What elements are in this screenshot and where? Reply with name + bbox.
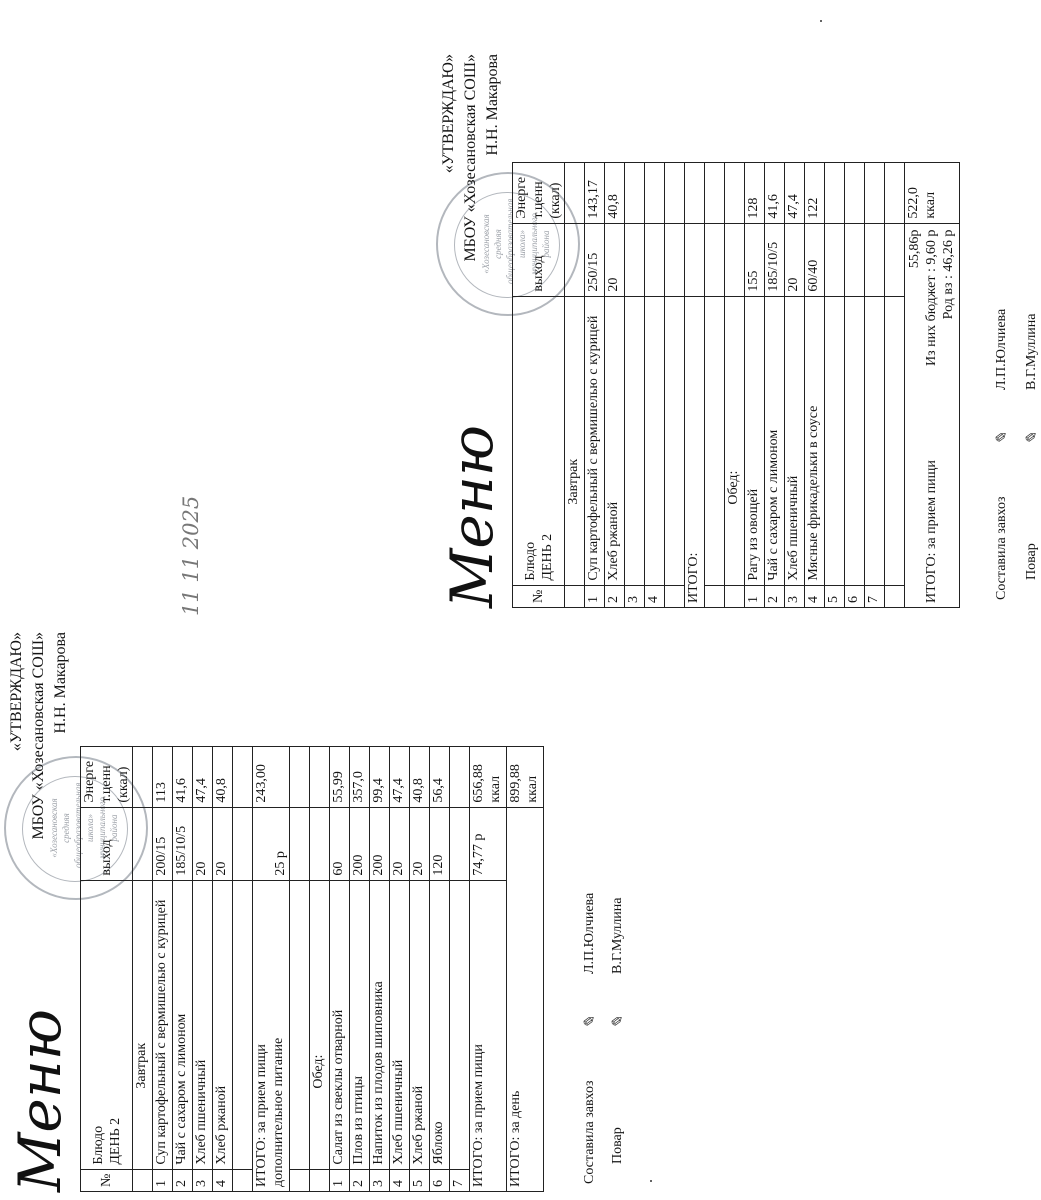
menu-title: Меню — [438, 425, 506, 608]
row-dish: Хлеб ржаной — [605, 296, 625, 585]
row-output: 200 — [370, 807, 390, 880]
table-row-empty — [290, 746, 310, 1191]
table-cell — [705, 585, 725, 607]
header-energy-l3: (ккал) — [116, 766, 131, 803]
header-day: ДЕНЬ 2 — [539, 533, 555, 581]
row-output — [450, 807, 470, 880]
day-total-kcal-unit: ккал — [525, 775, 540, 803]
table-cell — [233, 807, 253, 880]
row-output: 250/15 — [585, 223, 605, 296]
row-dish: Хлеб пшеничный — [193, 880, 213, 1169]
row-kcal: 47,4 — [193, 746, 213, 807]
day-total-kcal — [507, 746, 544, 807]
row-num: 6 — [845, 585, 865, 607]
row-num: 2 — [605, 585, 625, 607]
approval-block — [6, 632, 72, 992]
menu-table — [512, 162, 960, 608]
row-num: 3 — [785, 585, 805, 607]
row-num: 4 — [213, 1169, 233, 1191]
signature-mark: ✎ — [608, 1015, 627, 1029]
row-num: 6 — [430, 1169, 450, 1191]
footer-role: Повар — [610, 1127, 625, 1164]
table-row — [410, 746, 430, 1191]
row-num: 4 — [390, 1169, 410, 1191]
row-dish: Хлеб пшеничный — [390, 880, 410, 1169]
approval-block — [438, 54, 504, 414]
table-cell — [705, 296, 725, 585]
table-cell — [725, 162, 745, 223]
row-output: 20 — [605, 223, 625, 296]
row-dish: Хлеб пшеничный — [785, 296, 805, 585]
row-output: 20 — [390, 807, 410, 880]
table-row — [193, 746, 213, 1191]
header-output: выход — [513, 223, 565, 296]
header-dish — [81, 880, 133, 1169]
row-output: 120 — [430, 807, 450, 880]
row-num: 1 — [745, 585, 765, 607]
signature-mark: ✎ — [580, 1015, 599, 1029]
table-row-empty — [885, 162, 905, 607]
header-day: ДЕНЬ 2 — [107, 1117, 123, 1165]
row-num: 3 — [370, 1169, 390, 1191]
row-dish: Чай с сахаром с лимоном — [765, 296, 785, 585]
row-kcal: 55,99 — [330, 746, 350, 807]
row-output: 60/40 — [805, 223, 825, 296]
lunch-total-label: ИТОГО: за прием пищи — [924, 460, 939, 603]
lunch-total-block — [905, 223, 960, 607]
row-output: 20 — [213, 807, 233, 880]
row-output: 155 — [745, 223, 765, 296]
row-output — [825, 223, 845, 296]
lunch-total-row — [470, 746, 507, 1191]
stamp-text: «Хозесановская средняя общеобразовательная школа» муниципального района — [49, 782, 119, 868]
table-cell — [705, 162, 725, 223]
table-cell — [310, 807, 330, 880]
row-num: 4 — [805, 585, 825, 607]
row-output — [645, 223, 665, 296]
row-kcal: 47,4 — [785, 162, 805, 223]
row-kcal: 99,4 — [370, 746, 390, 807]
table-row — [390, 746, 410, 1191]
row-num: 1 — [330, 1169, 350, 1191]
row-kcal: 357,0 — [350, 746, 370, 807]
row-output — [865, 223, 885, 296]
row-dish: Мясные фрикадельки в соусе — [805, 296, 825, 585]
header-num: № — [81, 1169, 133, 1191]
breakfast-total-kcal: 243,00 — [253, 746, 290, 807]
row-output — [845, 223, 865, 296]
row-num: 1 — [585, 585, 605, 607]
row-output: 20 — [193, 807, 213, 880]
header-output: выход — [81, 807, 133, 880]
row-output: 60 — [330, 807, 350, 880]
row-kcal: 41,6 — [765, 162, 785, 223]
table-cell — [705, 223, 725, 296]
table-row — [330, 746, 350, 1191]
table-cell — [133, 807, 153, 880]
row-dish — [865, 296, 885, 585]
row-dish: Плов из птицы — [350, 880, 370, 1169]
table-cell — [133, 1169, 153, 1191]
header-energy-l1: Энерге — [514, 176, 529, 219]
row-num: 7 — [450, 1169, 470, 1191]
approval-label: «УТВЕРЖДАЮ» — [440, 54, 457, 174]
table-row — [430, 746, 450, 1191]
table-cell — [565, 223, 585, 296]
breakfast-total-price: 25 р — [253, 807, 290, 880]
footer-line-storekeeper — [580, 892, 599, 1184]
row-num: 5 — [410, 1169, 430, 1191]
menu-title: Меню — [6, 1009, 74, 1192]
lunch-total-price: 55,86р — [907, 229, 922, 269]
lunch-label: Обед: — [725, 296, 745, 585]
row-num: 4 — [645, 585, 665, 607]
row-output: 200/15 — [153, 807, 173, 880]
table-row — [745, 162, 765, 607]
breakfast-label: Завтрак — [133, 880, 153, 1169]
table-cell — [290, 807, 310, 880]
section-row — [565, 162, 585, 607]
breakfast-total-l2: дополнительное питание — [271, 1037, 286, 1187]
table-cell — [885, 585, 905, 607]
row-kcal — [845, 162, 865, 223]
table-cell — [725, 585, 745, 607]
lunch-total-kcal — [905, 162, 960, 223]
row-num: 7 — [865, 585, 885, 607]
row-dish — [825, 296, 845, 585]
table-cell — [665, 585, 685, 607]
approval-label: «УТВЕРЖДАЮ» — [8, 632, 25, 752]
row-dish: Напиток из плодов шиповника — [370, 880, 390, 1169]
lunch-total-kcal-unit: ккал — [488, 775, 503, 803]
row-kcal: 40,8 — [605, 162, 625, 223]
director-name: Н.Н. Макарова — [484, 54, 501, 156]
table-row — [785, 162, 805, 607]
menu-table — [80, 746, 544, 1192]
header-energy-l2: т.ценн — [99, 765, 114, 803]
table-cell — [290, 880, 310, 1169]
lunch-total-kcal-unit: ккал — [923, 191, 938, 219]
table-cell — [233, 746, 253, 807]
row-dish: Салат из свеклы отварной — [330, 880, 350, 1169]
table-header-row — [513, 162, 565, 607]
table-cell — [885, 162, 905, 223]
menu-panel-right — [432, 46, 1041, 616]
table-row — [450, 746, 470, 1191]
row-dish — [450, 880, 470, 1169]
table-cell — [565, 585, 585, 607]
lunch-total-row — [905, 162, 960, 607]
header-dish-label: Блюдо — [90, 1125, 106, 1165]
day-total-row — [507, 746, 544, 1191]
table-row — [845, 162, 865, 607]
section-row — [310, 746, 330, 1191]
day-total-kcal-value: 899,88 — [508, 764, 523, 803]
table-row — [645, 162, 665, 607]
table-row — [625, 162, 645, 607]
director-name: Н.Н. Макарова — [52, 632, 69, 734]
table-cell — [885, 223, 905, 296]
row-num: 2 — [173, 1169, 193, 1191]
header-dish — [513, 296, 565, 585]
row-output: 200 — [350, 807, 370, 880]
table-row-empty — [233, 746, 253, 1191]
row-num: 1 — [153, 1169, 173, 1191]
row-output: 20 — [410, 807, 430, 880]
section-row — [133, 746, 153, 1191]
footer-role: Составила завхоз — [994, 496, 1009, 600]
row-dish: Суп картофельный с вермишелью с курицей — [585, 296, 605, 585]
table-cell — [725, 223, 745, 296]
row-dish: Чай с сахаром с лимоном — [173, 880, 193, 1169]
table-row — [173, 746, 193, 1191]
row-kcal: 41,6 — [173, 746, 193, 807]
table-header-row — [81, 746, 133, 1191]
table-cell — [133, 746, 153, 807]
footer-line-storekeeper — [992, 308, 1011, 600]
signature-mark: ✎ — [1022, 431, 1041, 445]
header-num: № — [513, 585, 565, 607]
lunch-total-kcal-value: 656,88 — [471, 764, 486, 803]
row-kcal: 47,4 — [390, 746, 410, 807]
row-kcal: 56,4 — [430, 746, 450, 807]
table-row — [370, 746, 390, 1191]
table-row — [765, 162, 785, 607]
signature-mark: ✎ — [992, 431, 1011, 445]
header-dish-label: Блюдо — [522, 541, 538, 581]
table-cell — [233, 1169, 253, 1191]
school-name: МБОУ «Хозесановская СОШ» — [462, 54, 479, 262]
row-num: 2 — [765, 585, 785, 607]
row-kcal — [825, 162, 845, 223]
table-cell — [565, 162, 585, 223]
table-row — [825, 162, 845, 607]
scan-speck — [820, 20, 822, 22]
row-dish: Хлеб ржаной — [410, 880, 430, 1169]
menu-panel-left — [0, 624, 627, 1200]
row-num: 3 — [193, 1169, 213, 1191]
budget-line: Из них бюджет : 9,60 р — [924, 229, 939, 366]
row-kcal: 113 — [153, 746, 173, 807]
row-num: 5 — [825, 585, 845, 607]
table-cell — [665, 296, 685, 585]
row-kcal — [450, 746, 470, 807]
row-dish — [645, 296, 665, 585]
footer-line-cook — [608, 897, 627, 1184]
row-dish: Рагу из овощей — [745, 296, 765, 585]
row-output: 185/10/5 — [173, 807, 193, 880]
row-output — [625, 223, 645, 296]
row-dish: Хлеб ржаной — [213, 880, 233, 1169]
row-num: 3 — [625, 585, 645, 607]
table-row — [153, 746, 173, 1191]
breakfast-total-row — [685, 162, 705, 607]
lunch-total-kcal-value: 522,0 — [906, 187, 921, 219]
lunch-total-price: 74,77 р — [470, 807, 507, 880]
row-kcal — [625, 162, 645, 223]
row-dish — [625, 296, 645, 585]
footer-name: В.Г.Муллина — [610, 897, 625, 974]
table-cell — [290, 1169, 310, 1191]
table-row-empty — [705, 162, 725, 607]
row-kcal: 40,8 — [410, 746, 430, 807]
header-energy — [513, 162, 565, 223]
row-kcal: 128 — [745, 162, 765, 223]
footer-role: Составила завхоз — [582, 1080, 597, 1184]
table-row-empty — [665, 162, 685, 607]
table-row — [213, 746, 233, 1191]
lunch-label: Обед: — [310, 880, 330, 1169]
table-row — [585, 162, 605, 607]
row-dish — [845, 296, 865, 585]
row-kcal: 143,17 — [585, 162, 605, 223]
parent-payment-line: Род вз : 46,26 р — [941, 229, 956, 320]
footer-name: В.Г.Муллина — [1024, 313, 1039, 390]
table-row — [350, 746, 370, 1191]
row-kcal: 40,8 — [213, 746, 233, 807]
table-cell — [310, 746, 330, 807]
stamp-text: «Хозесановская средняя общеобразовательная школа» муниципального района — [481, 198, 551, 284]
breakfast-total-label: ИТОГО: — [685, 296, 705, 607]
breakfast-label: Завтрак — [565, 296, 585, 585]
section-row — [725, 162, 745, 607]
table-cell — [233, 880, 253, 1169]
school-name: МБОУ «Хозесановская СОШ» — [30, 632, 47, 840]
header-energy-l1: Энерге — [82, 760, 97, 803]
scan-speck — [650, 1180, 652, 1182]
lunch-total-label: ИТОГО: за прием пищи — [470, 880, 507, 1191]
table-cell — [685, 162, 705, 223]
header-energy — [81, 746, 133, 807]
breakfast-total-label — [253, 880, 290, 1191]
table-cell — [665, 162, 685, 223]
row-num: 2 — [350, 1169, 370, 1191]
row-output: 20 — [785, 223, 805, 296]
table-cell — [290, 746, 310, 807]
breakfast-total-row — [253, 746, 290, 1191]
breakfast-total-l1: ИТОГО: за прием пищи — [254, 1044, 269, 1187]
table-cell — [310, 1169, 330, 1191]
table-row — [805, 162, 825, 607]
table-row — [605, 162, 625, 607]
handwritten-date: 11 11 2025 — [179, 495, 203, 616]
row-kcal: 122 — [805, 162, 825, 223]
footer-role: Повар — [1024, 543, 1039, 580]
header-energy-l2: т.ценн — [531, 181, 546, 219]
header-energy-l3: (ккал) — [548, 182, 563, 219]
table-row — [865, 162, 885, 607]
table-cell — [665, 223, 685, 296]
table-cell — [685, 223, 705, 296]
footer-line-cook — [1022, 313, 1041, 600]
row-dish: Яблоко — [430, 880, 450, 1169]
table-cell — [885, 296, 905, 585]
row-kcal — [865, 162, 885, 223]
lunch-total-kcal — [470, 746, 507, 807]
row-dish: Суп картофельный с вермишелью с курицей — [153, 880, 173, 1169]
footer-name: Л.П.Юлчиева — [582, 892, 597, 974]
footer-name: Л.П.Юлчиева — [994, 308, 1009, 390]
row-output: 185/10/5 — [765, 223, 785, 296]
day-total-label: ИТОГО: за день — [507, 807, 544, 1191]
row-kcal — [645, 162, 665, 223]
